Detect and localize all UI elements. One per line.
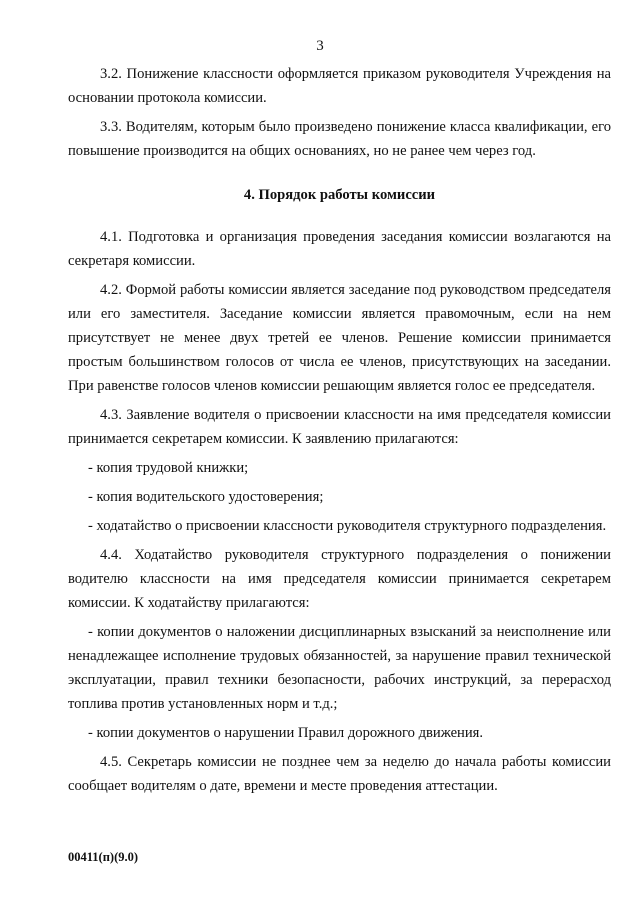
paragraph-4-3: 4.3. Заявление водителя о присвоении классности на имя председателя комиссии принимается секретарем комиссии. К заявлению прилагаются: — [68, 407, 611, 447]
page-number: 3 — [316, 38, 324, 54]
list-item-employment-record: - копия трудовой книжки; — [88, 460, 249, 476]
paragraph-3-2: 3.2. Понижение классности оформляется приказом руководителя Учреждения на основании протокола комиссии. — [68, 66, 611, 106]
document-body — [68, 62, 611, 801]
paragraph-4-2: 4.2. Формой работы комиссии является заседание под руководством председателя или его заместителя. Заседание комиссии является правомочным, если на нем присутствует не менее двух третей ее членов. Решение комиссии принимается простым большинством голосов от числа ее членов, присутствующих на заседании. При равенстве голосов членов комиссии решающим является голос ее председателя. — [68, 282, 611, 394]
footer-document-code: 00411(п)(9.0) — [68, 850, 139, 864]
list-item-disciplinary-docs: - копии документов о наложении дисциплинарных взысканий за неисполнение или ненадлежащее исполнение трудовых обязанностей, за нарушение правил технической эксплуатации, правил техники безопасности, рабочих инструкций, за перерасход топлива против установленных норм и т.д.; — [68, 624, 611, 712]
list-item-traffic-violation-docs: - копии документов о нарушении Правил дорожного движения. — [88, 725, 484, 741]
paragraph-4-4: 4.4. Ходатайство руководителя структурного подразделения о понижении водителю классности на имя председателя комиссии принимается секретарем комиссии. К ходатайству прилагаются: — [68, 547, 611, 611]
paragraph-4-5: 4.5. Секретарь комиссии не позднее чем за неделю до начала работы комиссии сообщает водителям о дате, времени и месте проведения аттестации. — [68, 754, 611, 794]
paragraph-4-1: 4.1. Подготовка и организация проведения заседания комиссии возлагаются на секретаря комиссии. — [68, 229, 611, 269]
section-4-title: 4. Порядок работы комиссии — [243, 187, 436, 203]
list-item-driver-license: - копия водительского удостоверения; — [88, 489, 324, 505]
list-item-petition: - ходатайство о присвоении классности руководителя структурного подразделения. — [88, 518, 607, 534]
paragraph-3-3: 3.3. Водителям, которым было произведено понижение класса квалификации, его повышение производится на общих основаниях, но не ранее чем через год. — [68, 119, 611, 159]
